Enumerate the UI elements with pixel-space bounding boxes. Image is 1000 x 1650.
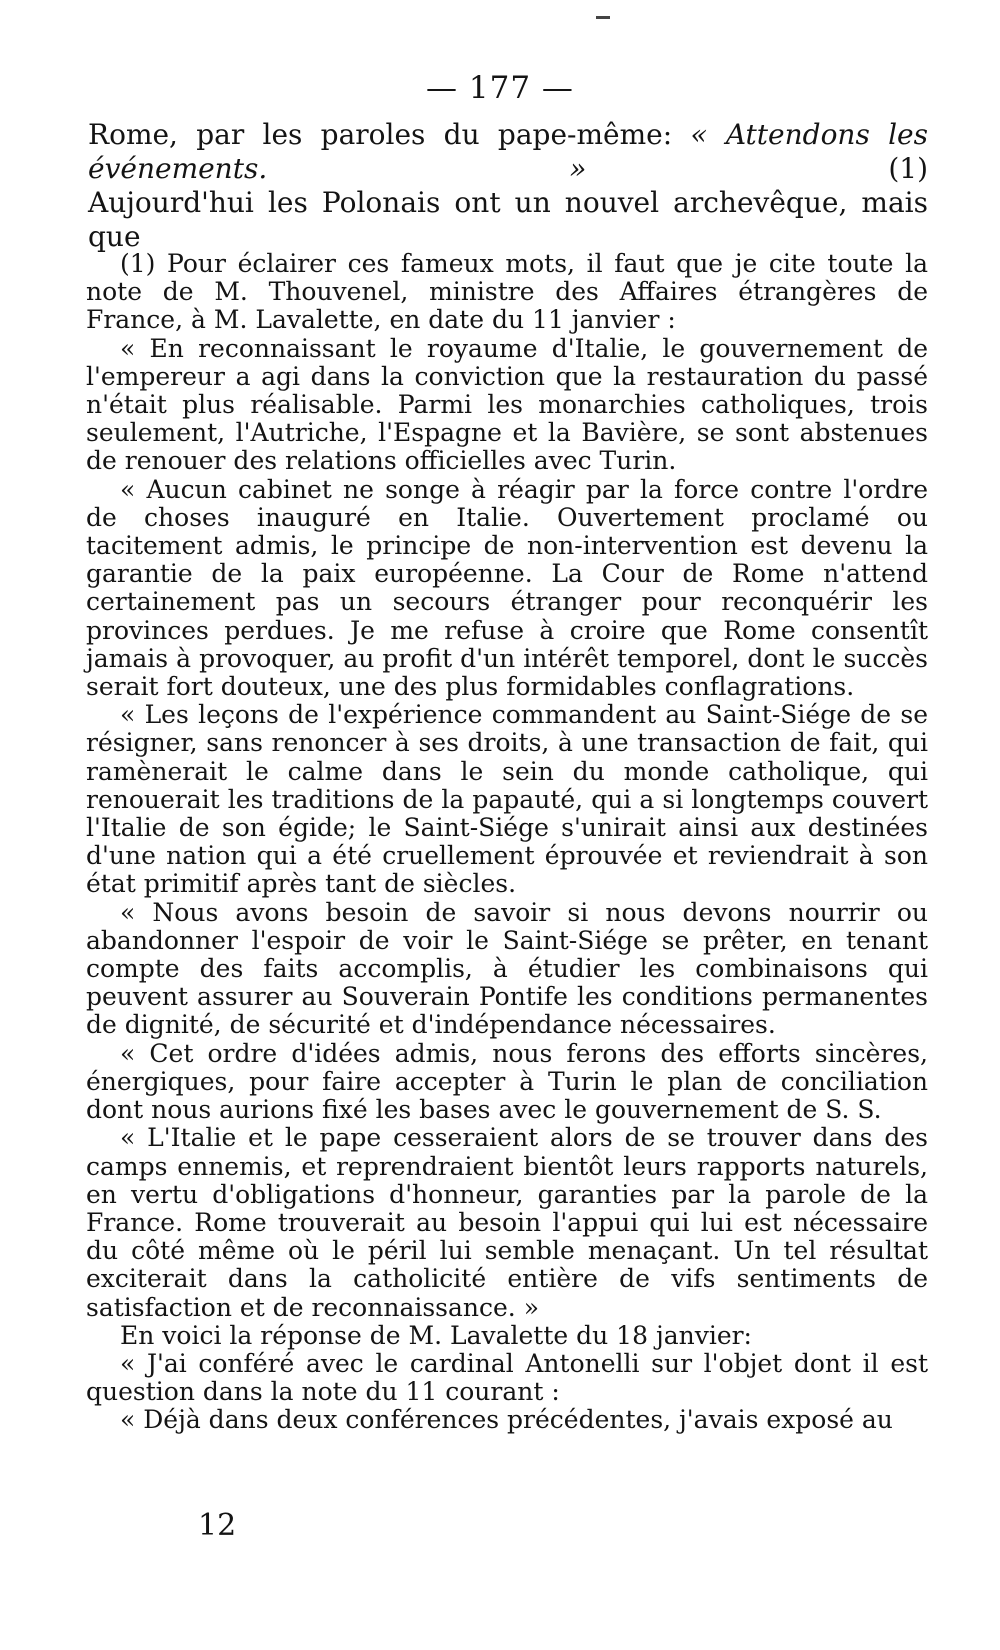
main-line — [88, 118, 928, 186]
footnote — [86, 250, 928, 1435]
footnote-paragraph: En voici la réponse de M. Lavalette du 18 janvier: — [120, 1320, 752, 1350]
footnote-paragraph: « Les leçons de l'expérience commandent au Saint-Siége de se résigner, sans renoncer à ses droits, à une transaction de fait, qui ramènerait le calme dans le sein du monde catholique, qui renouerait les traditions de la papauté, qui a si longtemps couvert l'Italie de son égide; le Saint-Siége s'unirait ainsi aux destinées d'une nation qui a été cruellement éprouvée et reviendrait à son état primitif après tant de siècles. — [86, 700, 928, 899]
print-speck — [596, 16, 610, 19]
footnote-paragraph: « En reconnaissant le royaume d'Italie, le gouvernement de l'empereur a agi dans la conviction que la restauration du passé n'était plus réalisable. Parmi les monarchies catholiques, trois seulement, l'Autriche, l'Espagne et la Bavière, se sont abstenues de renouer des relations officielles avec Turin. — [86, 333, 928, 476]
footnote-paragraph: « Aucun cabinet ne songe à réagir par la force contre l'ordre de choses inauguré en Italie. Ouvertement proclamé ou tacitement admis, le principe de non-intervention est devenu la garantie de la paix européenne. La Cour de Rome n'attend certainement pas un secours étranger pour reconquérir les provinces perdues. Je me refuse à croire que Rome consentît jamais à provoquer, au profit d'un intérêt temporel, dont le succès serait fort douteux, une des plus formidables conflagrations. — [86, 474, 928, 702]
footnote-paragraph: « L'Italie et le pape cesseraient alors de se trouver dans des camps ennemis, et reprendraient bientôt leurs rapports naturels, en vertu d'obligations d'honneur, garanties par la parole de la France. Rome trouverait au besoin l'appui qui lui est nécessaire du côté même où le péril lui semble menaçant. Un tel résultat exciterait dans la catholicité entière de vifs sentiments de satisfaction et de reconnaissance. » — [86, 1123, 928, 1322]
signature-mark: 12 — [198, 1508, 237, 1543]
footnote-paragraph: « Déjà dans deux conférences précédentes, j'avais exposé au — [120, 1405, 893, 1435]
quoted-phrase: « Attendons les événements. » — [88, 118, 928, 185]
footnote-paragraph: « Cet ordre d'idées admis, nous ferons des efforts sincères, énergiques, pour faire accepter à Turin le plan de conciliation dont nous aurions fixé les bases avec le gouvernement de S. S. — [86, 1038, 928, 1125]
footnote-paragraph: (1) Pour éclairer ces fameux mots, il faut que je cite toute la note de M. Thouvenel, ministre des Affaires étrangères de France, à M. Lavalette, en date du 11 janvier : — [86, 249, 928, 335]
main-line-text: Rome, par les paroles du pape-même: — [88, 118, 691, 151]
footnote-paragraph: « J'ai conféré avec le cardinal Antonelli sur l'objet dont il est question dans la note du 11 courant : — [86, 1348, 928, 1407]
main-line: Aujourd'hui les Polonais ont un nouvel archevêque, mais que — [88, 186, 928, 253]
main-text — [88, 118, 928, 254]
footnote-reference: (1) — [586, 152, 928, 185]
footnote-paragraph: « Nous avons besoin de savoir si nous devons nourrir ou abandonner l'espoir de voir le Saint-Siége se prêter, en tenant compte des faits accomplis, à étudier les combinaisons qui peuvent assurer au Souverain Pontife les conditions permanentes de dignité, de sécurité et d'indépendance nécessaires. — [86, 897, 928, 1040]
page-number: — 177 — — [426, 70, 574, 106]
